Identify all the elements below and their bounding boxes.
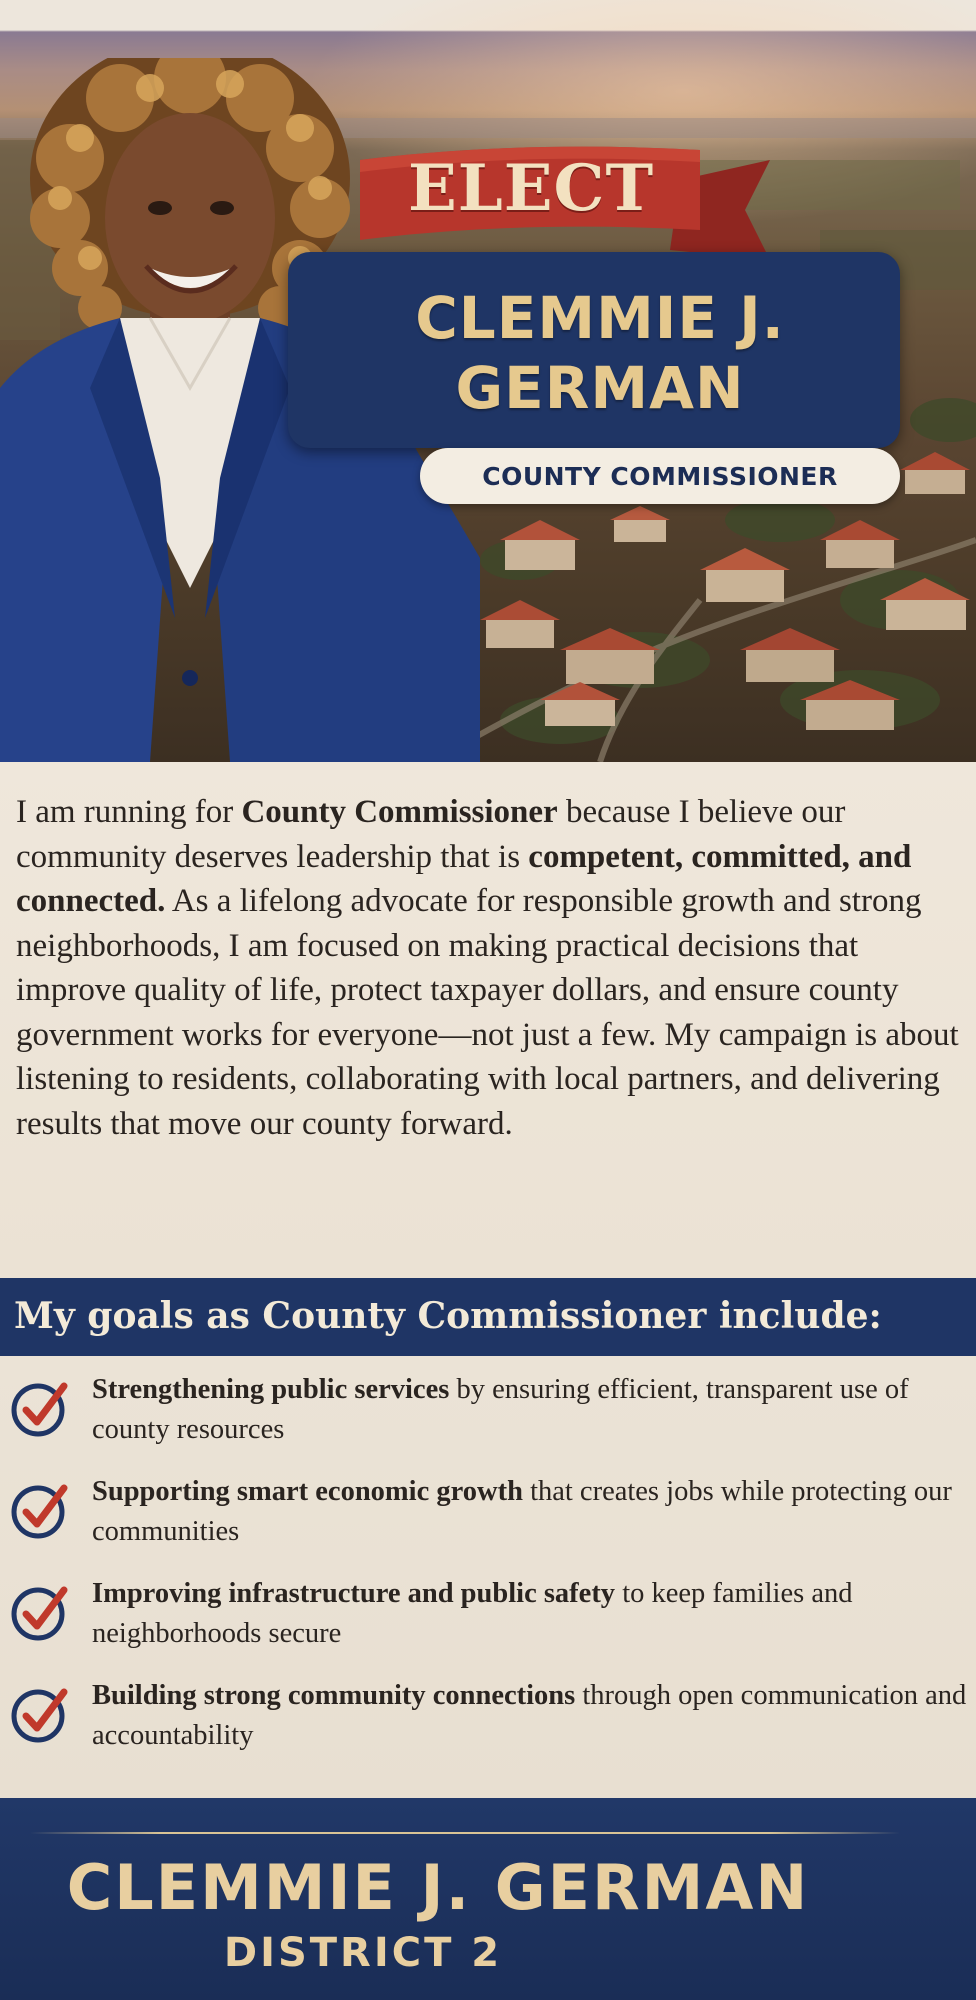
candidate-name-line-2: GERMAN	[455, 354, 745, 422]
intro-paragraph	[16, 790, 966, 1146]
goal-bold: Improving infrastructure and public safety	[92, 1578, 616, 1609]
goal-bold: Supporting smart economic growth	[92, 1476, 523, 1507]
intro-text-1: I am running for	[16, 794, 242, 830]
goal-item	[0, 1472, 976, 1572]
checkmark-icon	[10, 1582, 70, 1642]
goal-text	[92, 1676, 972, 1756]
goal-text	[92, 1574, 972, 1654]
goal-bold: Building strong community connections	[92, 1680, 576, 1711]
checkmark-icon	[10, 1480, 70, 1540]
checkmark-icon	[10, 1378, 70, 1438]
intro-text-2: because I believe our community deserves leadership that is	[16, 794, 846, 875]
footer-divider	[30, 1832, 900, 1834]
goal-rest: that creates jobs while protecting our communities	[92, 1476, 952, 1547]
hero-banner	[0, 0, 976, 762]
goal-text	[92, 1370, 972, 1450]
office-badge: COUNTY COMMISSIONER	[420, 448, 900, 504]
intro-text-3: As a lifelong advocate for responsible growth and strong neighborhoods, I am focused on making practical decisions that improve quality of life, protect taxpayer dollars, and ensure county government works for everyone—not just a few. My campaign is about listening to residents, collaborating with local partners, and delivering results that move our county forward.	[16, 883, 959, 1142]
goal-rest: to keep families and neighborhoods secure	[92, 1578, 853, 1649]
goal-item	[0, 1676, 976, 1776]
goal-rest: through open communication and accountability	[92, 1680, 967, 1751]
goal-text	[92, 1472, 972, 1552]
elect-label: ELECT	[407, 151, 655, 226]
goals-title: My goals as County Commissioner include:	[14, 1295, 882, 1337]
goal-item	[0, 1574, 976, 1674]
intro-bold-2: competent, committed, and connected.	[16, 838, 912, 919]
footer-district: DISTRICT 2	[223, 1930, 503, 1976]
candidate-name-line-1: CLEMMIE J.	[415, 284, 785, 352]
checkmark-icon	[10, 1684, 70, 1744]
goal-rest: by ensuring efficient, transparent use of county resources	[92, 1374, 909, 1445]
intro-bold-1: County Commissioner	[241, 794, 558, 830]
goal-item	[0, 1370, 976, 1470]
goal-bold: Strengthening public services	[92, 1374, 450, 1405]
footer-candidate-name: CLEMMIE J. GERMAN	[66, 1851, 810, 1924]
